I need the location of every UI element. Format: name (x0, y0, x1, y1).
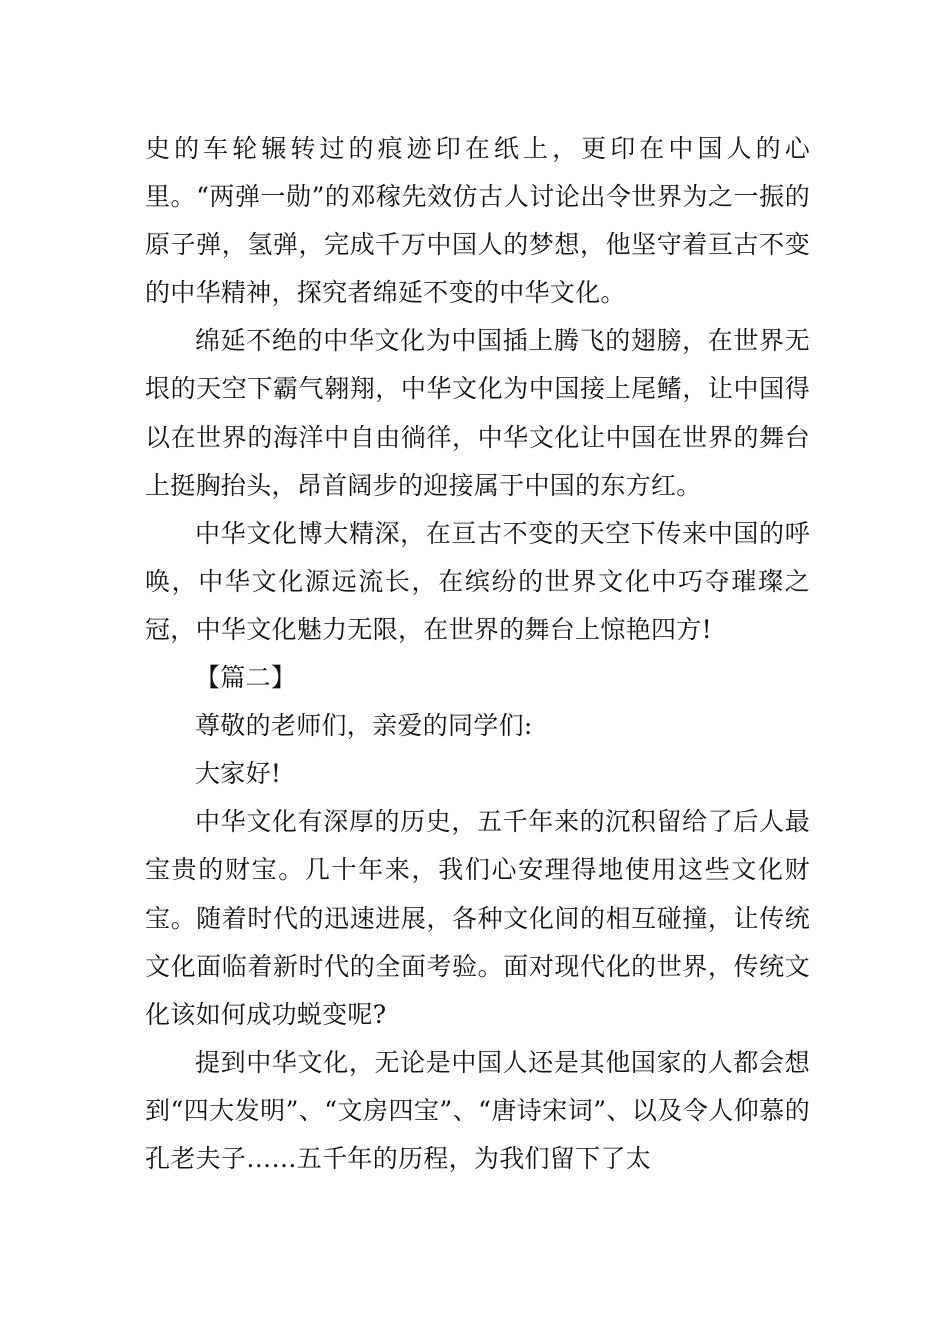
salutation: 尊敬的老师们，亲爱的同学们: (195, 711, 533, 741)
greeting: 大家好! (195, 759, 282, 789)
paragraph-continued: 史的车轮辗转过的痕迹印在纸上，更印在中国人的心里。“两弹一勋”的邓稼先效仿古人讨论出令世界为之一振的原子弹，氢弹，完成千万中国人的梦想，他坚守着亘古不变的中华精神，探究者绵延不变的中华文化。 (145, 134, 810, 308)
paragraph: 中华文化博大精深，在亘古不变的天空下传来中国的呼唤，中华文化源远流长，在缤纷的世界文化中巧夺璀璨之冠，中华文化魅力无限，在世界的舞台上惊艳四方! (145, 518, 810, 644)
section-heading: 【篇二】 (195, 663, 297, 693)
paragraph: 中华文化有深厚的历史，五千年来的沉积留给了后人最宝贵的财宝。几十年来，我们心安理得地使用这些文化财宝。随着时代的迅速进展，各种文化间的相互碰撞，让传统文化面临着新时代的全面考验。面对现代化的世界，传统文化该如何成功蜕变呢? (145, 807, 810, 1029)
body-text (145, 125, 810, 1183)
paragraph: 提到中华文化，无论是中国人还是其他国家的人都会想到“四大发明”、“文房四宝”、“唐诗宋词”、以及令人仰慕的孔老夫子……五千年的历程，为我们留下了太 (145, 1047, 810, 1173)
paragraph: 绵延不绝的中华文化为中国插上腾飞的翅膀，在世界无垠的天空下霸气翱翔，中华文化为中国接上尾鳍，让中国得以在世界的海洋中自由徜徉，中华文化让中国在世界的舞台上挺胸抬头，昂首阔步的迎接属于中国的东方红。 (145, 326, 810, 500)
